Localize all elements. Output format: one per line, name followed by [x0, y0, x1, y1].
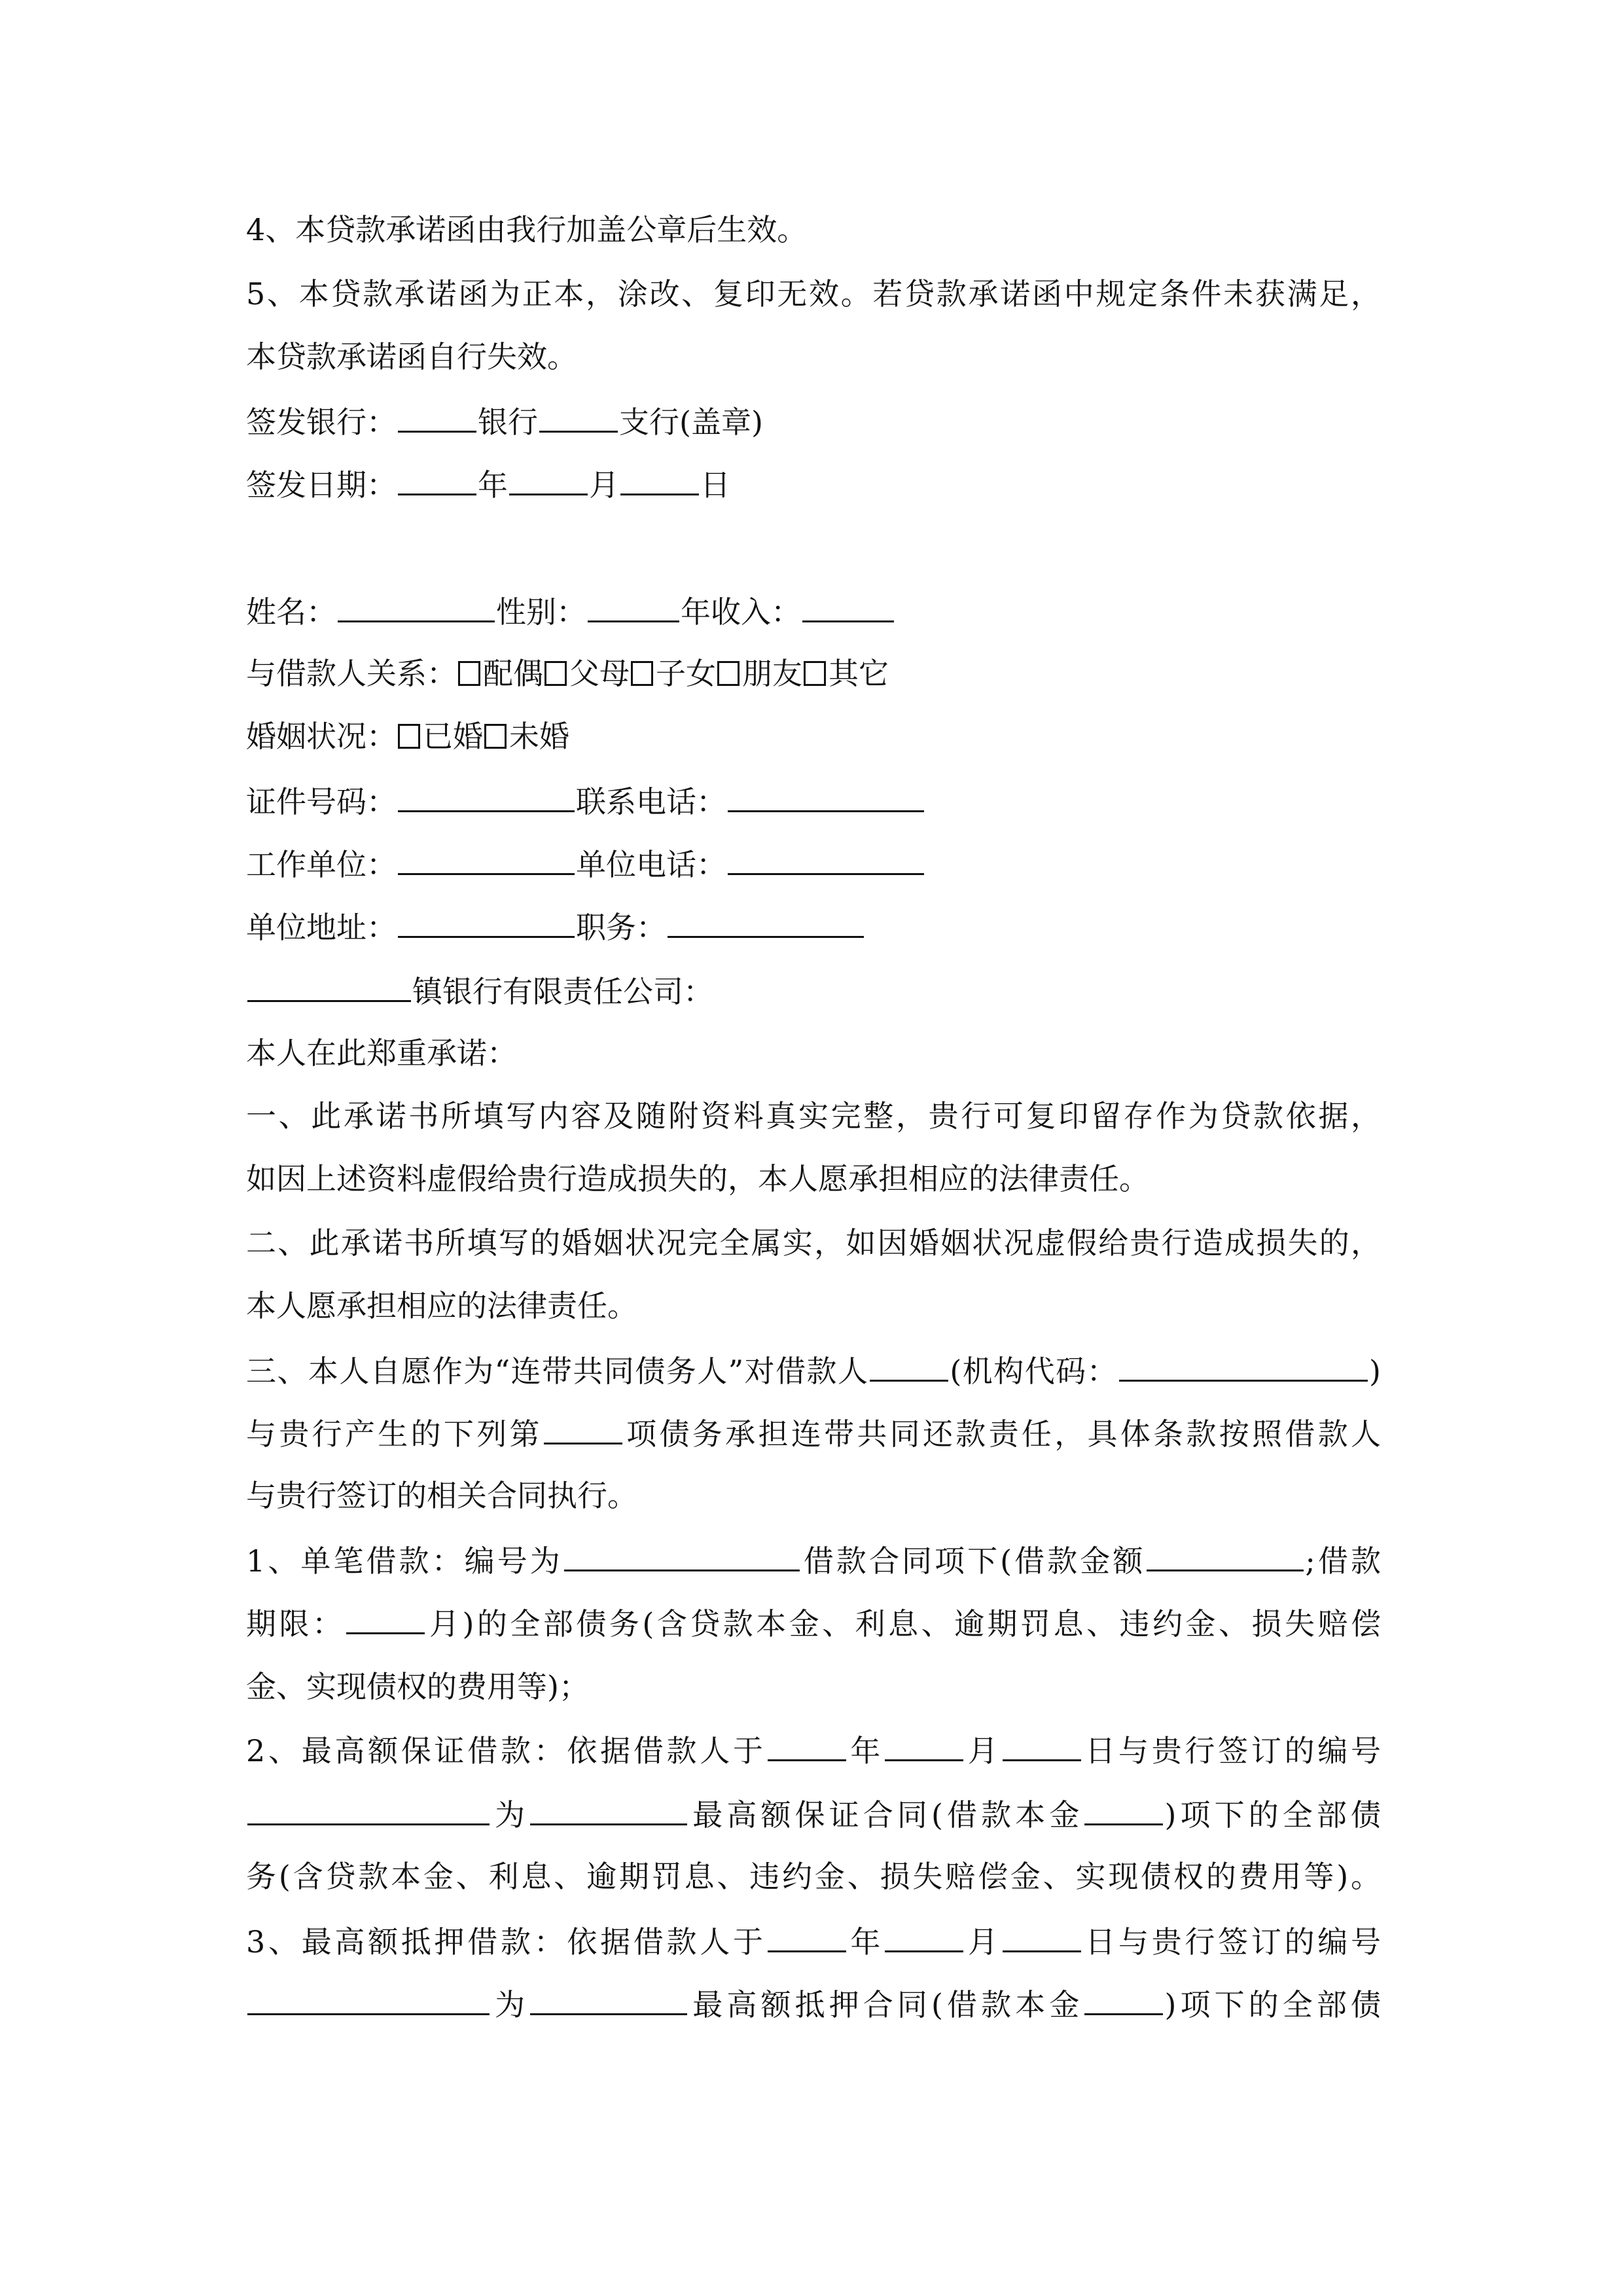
text-line	[246, 1541, 1381, 1580]
text-segment: 最高额保证合同(借款本金	[688, 1797, 1084, 1833]
checkbox[interactable]	[717, 661, 740, 686]
text-line	[246, 1414, 1381, 1453]
fill-in-blank[interactable]	[1119, 1351, 1368, 1382]
text-segment: )	[1369, 1354, 1381, 1389]
text-segment: 未婚	[509, 719, 569, 754]
text-segment: 本贷款承诺函自行失效。	[246, 339, 577, 374]
text-segment: 与贵行产生的下列第	[246, 1416, 543, 1452]
fill-in-blank[interactable]	[1084, 1795, 1163, 1825]
text-segment: 4、本贷款承诺函由我行加盖公章后生效。	[246, 212, 808, 247]
text-line	[246, 1604, 1381, 1643]
text-segment: 如因上述资料虚假给贵行造成损失的，本人愿承担相应的法律责任。	[246, 1161, 1149, 1196]
checkbox[interactable]	[631, 661, 653, 686]
text-line	[246, 971, 1381, 1011]
text-segment: 银行	[478, 404, 538, 440]
text-segment: 务(含贷款本金、利息、逾期罚息、违约金、损失赔偿金、实现债权的费用等)。	[246, 1859, 1381, 1894]
fill-in-blank[interactable]	[530, 1984, 687, 2015]
text-segment: 父母	[569, 656, 630, 691]
text-segment: 年收入：	[681, 594, 801, 630]
text-segment: 本人愿承担相应的法律责任。	[246, 1288, 637, 1323]
fill-in-blank[interactable]	[728, 844, 924, 875]
text-segment: 年	[847, 1733, 884, 1768]
fill-in-blank[interactable]	[870, 1351, 948, 1382]
text-segment: 5、本贷款承诺函为正本，涂改、复印无效。若贷款承诺函中规定条件未获满足，	[246, 276, 1381, 312]
text-line	[246, 1160, 1381, 1198]
text-line	[246, 275, 1381, 313]
text-line	[246, 1034, 1381, 1072]
fill-in-blank[interactable]	[668, 907, 864, 938]
text-segment: 最高额抵押合同(借款本金	[688, 1987, 1084, 2022]
text-segment: 期限：	[246, 1606, 346, 1641]
fill-in-blank[interactable]	[1003, 1731, 1081, 1761]
text-segment: 月)的全部债务(含贷款本金、利息、逾期罚息、违约金、损失赔偿	[426, 1606, 1381, 1641]
fill-in-blank[interactable]	[1003, 1922, 1081, 1952]
text-segment: 二、此承诺书所填写的婚姻状况完全属实，如因婚姻状况虚假给贵行造成损失的，	[246, 1225, 1381, 1261]
text-segment: (机构代码：	[950, 1354, 1118, 1389]
text-segment: 为	[491, 1987, 529, 2022]
fill-in-blank[interactable]	[398, 907, 575, 938]
text-segment: 项债务承担连带共同还款责任，具体条款按照借款人	[623, 1416, 1381, 1452]
fill-in-blank[interactable]	[1147, 1541, 1304, 1571]
text-segment: 签发日期：	[246, 467, 397, 503]
text-segment: 与贵行签订的相关合同执行。	[246, 1478, 637, 1513]
checkbox[interactable]	[458, 661, 480, 686]
fill-in-blank[interactable]	[509, 465, 588, 495]
fill-in-blank[interactable]	[885, 1922, 963, 1952]
text-line	[246, 1984, 1381, 2024]
text-segment: 联系电话：	[576, 784, 726, 819]
text-segment: 借款合同项下(借款金额	[800, 1543, 1146, 1579]
text-segment: 月	[965, 1924, 1001, 1960]
text-segment: 年	[847, 1924, 884, 1960]
checkbox[interactable]	[804, 661, 826, 686]
text-segment: 金、实现债权的费用等)；	[246, 1669, 589, 1704]
fill-in-blank[interactable]	[530, 1795, 687, 1825]
text-segment: 3、最高额抵押借款：依据借款人于	[246, 1924, 766, 1960]
text-line	[246, 465, 1381, 504]
text-segment: 月	[965, 1733, 1001, 1768]
text-segment: )项下的全部债	[1164, 1987, 1381, 2022]
fill-in-blank[interactable]	[768, 1731, 846, 1761]
text-segment: 已婚	[423, 719, 483, 754]
fill-in-blank[interactable]	[1084, 1984, 1163, 2015]
text-line	[246, 211, 1381, 249]
text-line	[246, 1224, 1381, 1262]
fill-in-blank[interactable]	[544, 1414, 622, 1444]
text-segment: 支行(盖章)	[619, 404, 763, 440]
checkbox[interactable]	[398, 724, 420, 749]
text-line	[246, 717, 1381, 755]
fill-in-blank[interactable]	[398, 465, 476, 495]
text-segment: 年	[478, 467, 508, 503]
text-segment: 单位电话：	[576, 847, 726, 882]
text-segment: 本人在此郑重承诺：	[246, 1035, 517, 1071]
text-segment: 单位地址：	[246, 910, 397, 945]
text-segment: 日与贵行签订的编号	[1082, 1733, 1382, 1768]
text-segment: 为	[491, 1797, 529, 1833]
text-segment: 证件号码：	[246, 784, 397, 819]
text-segment: 婚姻状况：	[246, 719, 397, 754]
text-line	[246, 1668, 1381, 1706]
text-line	[246, 1857, 1381, 1895]
fill-in-blank[interactable]	[247, 971, 411, 1002]
text-segment: 性别：	[496, 594, 586, 630]
fill-in-blank[interactable]	[588, 592, 679, 622]
text-segment: 日	[700, 467, 730, 503]
text-line	[246, 844, 1381, 884]
fill-in-blank[interactable]	[802, 592, 894, 622]
text-line	[246, 1287, 1381, 1325]
text-segment: ;借款	[1305, 1543, 1381, 1579]
fill-in-blank[interactable]	[247, 1984, 490, 2015]
text-segment: 2、最高额保证借款：依据借款人于	[246, 1733, 766, 1768]
text-segment: 镇银行有限责任公司：	[412, 974, 713, 1009]
text-line	[246, 907, 1381, 946]
fill-in-blank[interactable]	[620, 465, 699, 495]
text-segment: 签发银行：	[246, 404, 397, 440]
text-segment: 与借款人关系：	[246, 656, 457, 691]
fill-in-blank[interactable]	[398, 781, 575, 812]
text-segment: 朋友	[742, 656, 802, 691]
text-segment: 一、此承诺书所填写内容及随附资料真实完整，贵行可复印留存作为贷款依据，	[246, 1098, 1381, 1134]
checkbox[interactable]	[484, 724, 507, 749]
text-segment: 月	[589, 467, 619, 503]
fill-in-blank[interactable]	[885, 1731, 963, 1761]
text-segment: 1、单笔借款：编号为	[246, 1543, 563, 1579]
text-line	[246, 1477, 1381, 1515]
text-segment: 三、本人自愿作为“连带共同债务人”对借款人	[246, 1354, 869, 1389]
text-line	[246, 338, 1381, 376]
fill-in-blank[interactable]	[539, 402, 618, 433]
text-line	[246, 1922, 1381, 1961]
fill-in-blank[interactable]	[768, 1922, 846, 1952]
text-line	[246, 1097, 1381, 1135]
text-segment: 职务：	[576, 910, 666, 945]
fill-in-blank[interactable]	[398, 402, 476, 433]
text-line	[246, 402, 1381, 441]
text-segment: 姓名：	[246, 594, 336, 630]
fill-in-blank[interactable]	[398, 844, 575, 875]
text-line	[246, 655, 1381, 692]
text-line	[246, 1351, 1381, 1390]
text-line	[246, 1795, 1381, 1834]
fill-in-blank[interactable]	[346, 1604, 425, 1634]
fill-in-blank[interactable]	[338, 592, 495, 622]
text-segment: )项下的全部债	[1164, 1797, 1381, 1833]
text-segment: 其它	[829, 656, 889, 691]
text-line	[246, 781, 1381, 821]
fill-in-blank[interactable]	[564, 1541, 800, 1571]
text-segment: 子女	[656, 656, 716, 691]
text-line	[246, 1731, 1381, 1770]
text-line	[246, 592, 1381, 631]
checkbox[interactable]	[544, 661, 567, 686]
text-segment: 工作单位：	[246, 847, 397, 882]
text-segment: 日与贵行签订的编号	[1082, 1924, 1382, 1960]
text-segment: 配偶	[483, 656, 543, 691]
fill-in-blank[interactable]	[247, 1795, 490, 1825]
fill-in-blank[interactable]	[728, 781, 924, 812]
